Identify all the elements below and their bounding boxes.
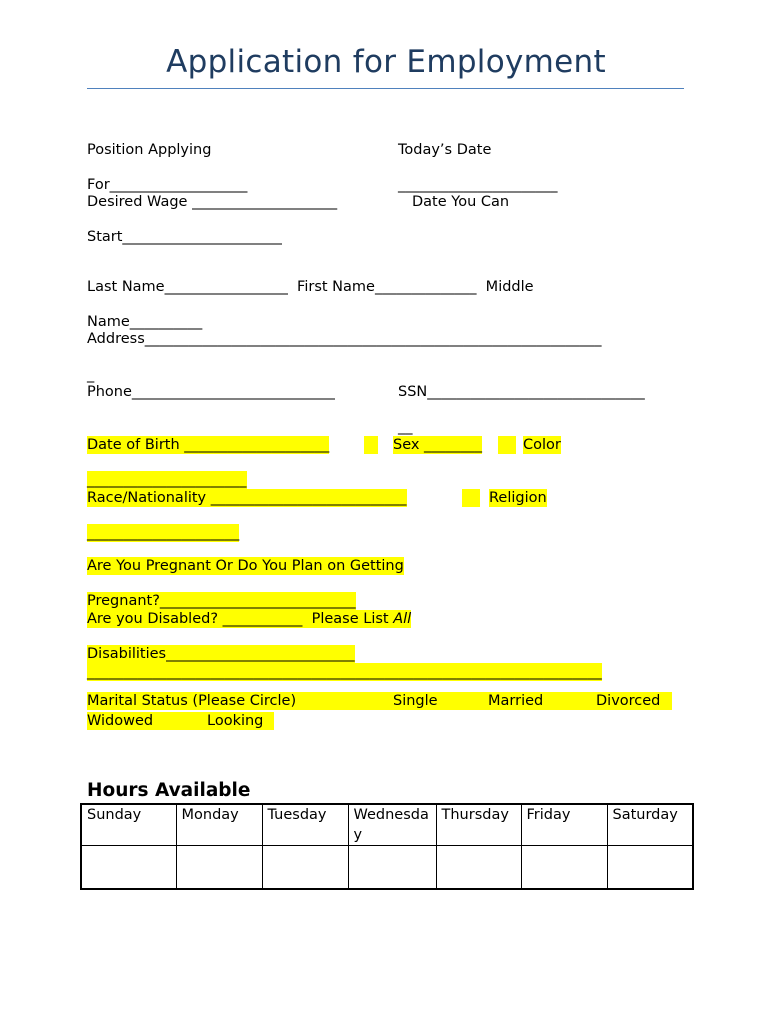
pregnancy-question: Are You Pregnant Or Do You Plan on Getting: [87, 558, 404, 574]
religion-field[interactable]: _____________________: [87, 525, 240, 541]
ssn-field-overflow: __: [398, 419, 413, 435]
day-header-tuesday: Tuesday: [262, 804, 348, 846]
pregnancy-field[interactable]: Pregnant?___________________________: [87, 593, 356, 609]
phone-field[interactable]: Phone____________________________: [87, 384, 335, 400]
disabled-question: Are you Disabled? ___________ Please List: [87, 611, 394, 627]
date-you-can-label: Date You Can: [412, 194, 510, 210]
religion-label: Religion: [489, 490, 547, 506]
hours-cell-friday[interactable]: [521, 846, 607, 890]
marital-status-label: Marital Status (Please Circle): [87, 693, 297, 709]
hours-available-heading: Hours Available: [87, 780, 251, 801]
position-applying-label: Position Applying: [87, 142, 212, 158]
todays-date-field[interactable]: ______________________: [398, 177, 558, 193]
name-fields-line[interactable]: Last Name_________________ First Name______________ Middle: [87, 279, 534, 295]
disabilities-field-continued[interactable]: _______________________________________________________________________: [87, 664, 602, 680]
title-divider: [87, 88, 684, 89]
day-header-saturday: Saturday: [607, 804, 693, 846]
day-header-friday: Friday: [521, 804, 607, 846]
color-label: Color: [523, 437, 561, 453]
disabilities-field[interactable]: Disabilities__________________________: [87, 646, 355, 662]
day-header-monday: Monday: [176, 804, 262, 846]
all-emphasis: All: [393, 611, 412, 627]
table-row: [81, 846, 693, 890]
page-title: Application for Employment: [166, 44, 606, 80]
position-for-field[interactable]: For___________________: [87, 177, 248, 193]
highlight-gap: [462, 489, 480, 507]
hours-cell-thursday[interactable]: [436, 846, 521, 890]
desired-wage-field[interactable]: Desired Wage ____________________: [87, 194, 338, 210]
highlight-gap: [498, 436, 516, 454]
hours-cell-saturday[interactable]: [607, 846, 693, 890]
hours-cell-wednesday[interactable]: [348, 846, 436, 890]
day-header-sunday: Sunday: [81, 804, 176, 846]
hours-cell-monday[interactable]: [176, 846, 262, 890]
middle-name-field[interactable]: Name__________: [87, 314, 203, 330]
ssn-field[interactable]: SSN______________________________: [398, 384, 645, 400]
marital-option-married[interactable]: Married: [488, 693, 544, 709]
todays-date-label: Today’s Date: [398, 142, 492, 158]
address-field[interactable]: Address_______________________________________________________________: [87, 331, 602, 347]
date-of-birth-field[interactable]: Date of Birth ____________________: [87, 437, 330, 453]
hours-cell-sunday[interactable]: [81, 846, 176, 890]
day-header-thursday: Thursday: [436, 804, 521, 846]
marital-option-looking[interactable]: Looking: [207, 713, 264, 729]
table-header-row: [81, 804, 693, 846]
race-nationality-field[interactable]: Race/Nationality ___________________________: [87, 490, 407, 506]
marital-option-divorced[interactable]: Divorced: [596, 693, 661, 709]
address-field-overflow: _: [87, 367, 95, 383]
day-header-wednesday: Wednesday: [348, 804, 436, 846]
sex-field[interactable]: Sex ________: [393, 437, 483, 453]
hours-available-table: [80, 803, 694, 890]
hours-cell-tuesday[interactable]: [262, 846, 348, 890]
color-field[interactable]: ______________________: [87, 472, 247, 488]
disabled-field[interactable]: [87, 610, 411, 628]
marital-option-single[interactable]: Single: [393, 693, 438, 709]
marital-option-widowed[interactable]: Widowed: [87, 713, 154, 729]
highlight-gap: [364, 436, 378, 454]
start-date-field[interactable]: Start______________________: [87, 229, 282, 245]
